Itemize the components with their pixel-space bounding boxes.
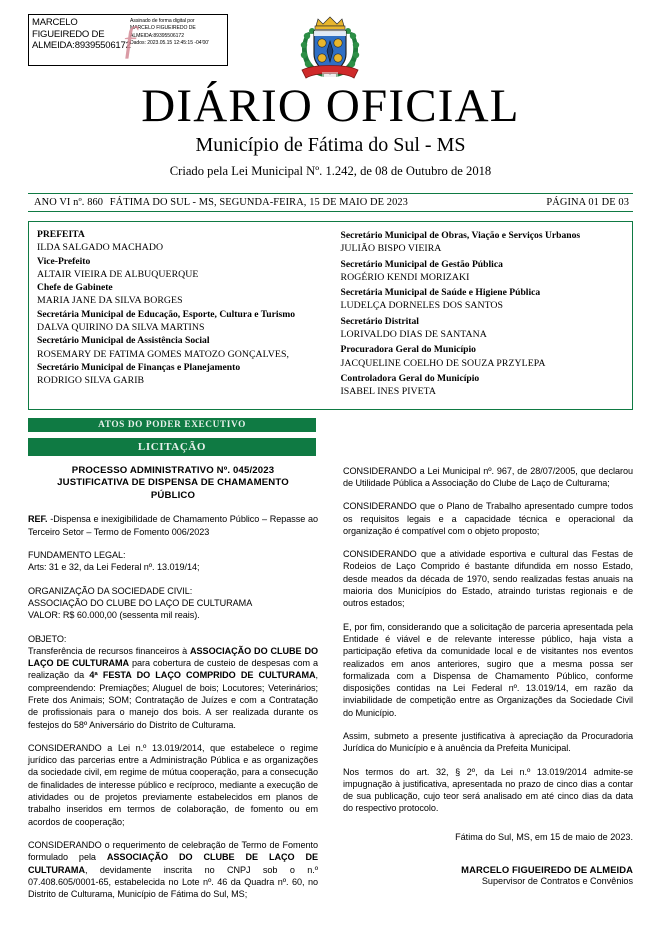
considerando-2-entity-name: ASSOCIAÇÃO DO CLUBE DE LAÇO DE CULTURAMA	[28, 852, 319, 875]
signature-flourish-icon: ƒ	[121, 17, 141, 62]
gazette-municipality: Município de Fátima do Sul - MS	[195, 134, 466, 156]
issue-place-date: FÁTIMA DO SUL - MS, SEGUNDA-FEIRA, 15 DE MAIO DE 2023	[109, 197, 408, 208]
objeto-paragraph	[28, 633, 318, 731]
legal-basis-text: Arts: 31 e 32, da Lei Federal nº. 13.019/14;	[28, 562, 200, 573]
coat-of-arms-icon	[296, 14, 364, 84]
considerando-paragraph-4: CONSIDERANDO que o Plano de Trabalho apresentado cumpre todos os requisitos legais e a capacidade técnica e operacional da organização é compatível com o objeto proposto;	[343, 501, 633, 536]
official-role: Secretária Municipal de Saúde e Higiene Pública	[340, 287, 541, 299]
considerando-2-part-1: CONSIDERANDO o requerimento de celebração de Termo de Fomento formulado pela	[28, 839, 318, 863]
signature-detail-line-3: ALMEIDA:89395506172	[130, 32, 184, 39]
place-and-date: Fátima do Sul, MS, em 15 de maio de 2023.	[455, 831, 633, 842]
official-name: ISABEL INES PIVETA	[340, 386, 437, 398]
official-name: ROSEMARY DE FATIMA GOMES MATOZO GONÇALVES,	[37, 348, 289, 360]
civil-society-organization-paragraph	[28, 585, 318, 622]
issue-page-number: PÁGINA 01 DE 03	[546, 197, 629, 208]
officials-column-right	[331, 228, 625, 401]
banner-licitacao: LICITAÇÃO	[28, 438, 316, 456]
official-name: ILDA SALGADO MACHADO	[37, 242, 164, 254]
document-heading-line-1: PROCESSO ADMINISTRATIVO Nº. 045/2023	[71, 464, 275, 476]
document-heading	[28, 465, 318, 503]
osc-name: ASSOCIAÇÃO DO CLUBE DO LAÇO DE CULTURAMA	[28, 597, 253, 608]
document-heading-line-3: PÚBLICO	[150, 489, 196, 501]
official-name: LORIVALDO DIAS DE SANTANA	[340, 329, 487, 341]
official-role: Secretário Municipal de Obras, Viação e Serviços Urbanos	[340, 230, 581, 241]
body-column-right	[343, 465, 633, 901]
legal-basis-paragraph	[28, 549, 318, 574]
signature-detail-line-2: MARCELO FIGUEIREDO DE	[130, 25, 196, 32]
signature-details	[121, 15, 227, 65]
official-role: Chefe de Gabinete	[37, 282, 113, 294]
reference-text: -Dispensa e inexigibilidade de Chamamento Público – Repasse ao Terceiro Setor – Termo de Fomento 006/2023	[28, 514, 318, 537]
official-name: JULIÃO BISPO VIEIRA	[340, 243, 442, 255]
objeto-text-part-2: para cobertura de custeio de despesas com a realização da	[28, 658, 318, 681]
issue-info-bar	[28, 193, 633, 212]
objeto-text-part-3: , compreendendo: Premiações; Aluguel de bois; Locutores; Veterinários; Frete dos Animais; SOM; Contratação de Juízes e com a Contratação de profissionais para o manejo dos bois. A ser realizada durante os festejos do 58º Aniversário do Distrito de Culturama.	[28, 670, 319, 730]
official-role: Secretário Municipal de Assistência Social	[37, 335, 210, 347]
signer-name: MARCELO FIGUEIREDO DE ALMEIDA	[461, 863, 633, 875]
signature-subject: MARCELO FIGUEIREDO DE ALMEIDA:89395506172	[32, 17, 131, 52]
issue-year-number: ANO VI nº. 860	[34, 197, 104, 208]
body-column-left	[28, 465, 318, 901]
official-role: Secretária Municipal de Educação, Esporte, Cultura e Turismo	[37, 308, 296, 320]
reference-paragraph	[28, 513, 318, 538]
official-name: LUDELÇA DORNELES DOS SANTOS	[340, 300, 504, 312]
objeto-label: OBJETO:	[28, 633, 67, 644]
official-name: JACQUELINE COELHO DE SOUZA PRZYLEPA	[340, 357, 546, 369]
signature-detail-line-4: Dados: 2023.05.15 12:45:15 -04'00'	[130, 40, 209, 47]
body-columns	[28, 465, 633, 901]
osc-label: ORGANIZAÇÃO DA SOCIEDADE CIVIL:	[28, 585, 193, 596]
signer-role: Supervisor de Contratos e Convênios	[481, 875, 633, 886]
official-role: Secretário Municipal de Gestão Pública	[340, 258, 503, 270]
gazette-title: DIÁRIO OFICIAL	[141, 80, 520, 132]
official-role: Controladora Geral do Município	[340, 373, 480, 385]
signature-detail-line-1: Assinado de forma digital por	[130, 18, 195, 24]
impugnation-paragraph: Nos termos do art. 32, § 2º, da Lei n.º 13.019/2014 admite-se impugnação à justificativa, apresentada no prazo de cinco dias a contar de sua publicação, cujo teor será analisado em até cinco dias da data do respectivo protocolo.	[343, 766, 633, 814]
official-name: DALVA QUIRINO DA SILVA MARTINS	[37, 322, 205, 334]
official-role: PREFEITA	[37, 229, 85, 240]
official-name: ROGÉRIO KENDI MORIZAKI	[340, 271, 470, 283]
legal-basis-label: FUNDAMENTO LEGAL:	[28, 550, 126, 561]
final-considerando-paragraph: E, por fim, considerando que a solicitação de parceria apresentada pela Entidade é viável e de relevante interesse público, haja vista a participação efetiva da comunidade local e de visitantes nos eventos realizados em anos anteriores, sugiro que a mesma possa ser formalizada com a Dispensa de Chamamento Público, conforme disposições contidas na Lei Federal nº. 13.019/14, em razão da inviabilidade de competição entre as Organizações da Sociedade Civil do Município.	[343, 621, 633, 718]
issue-left-group	[34, 197, 412, 208]
objeto-event-name: 4ª FESTA DO LAÇO COMPRIDO DE CULTURAMA	[89, 670, 316, 681]
considerando-paragraph-2	[28, 839, 318, 900]
considerando-2-part-2: , devidamente inscrita no CNPJ sob o n.º 07.408.605/0001-65, estabelecida no Lote nº. 46 da Quadra nº. 60, no Distrito de Culturama, Município de Fátima do Sul, MS;	[28, 864, 318, 900]
officials-box	[28, 221, 633, 410]
objeto-text-part-1: Transferência de recursos financeiros à	[28, 645, 191, 656]
official-role: Vice-Prefeito	[37, 255, 91, 267]
official-role: Procuradora Geral do Município	[340, 344, 476, 356]
official-name: RODRIGO SILVA GARIB	[37, 375, 145, 387]
reference-label: REF.	[28, 514, 48, 525]
official-name: ALTAIR VIEIRA DE ALBUQUERQUE	[37, 268, 199, 280]
official-name: MARIA JANE DA SILVA BORGES	[37, 295, 183, 307]
document-heading-line-2: JUSTIFICATIVA DE DISPENSA DE CHAMAMENTO	[57, 477, 289, 489]
considerando-paragraph-1: CONSIDERANDO a Lei n.º 13.019/2014, que estabelece o regime jurídico das parcerias entre a Administração Pública e as organizações da sociedade civil, em regime de mútua cooperação, para a consecução de finalidades de interesse público e recíproco, mediante a execução de atividades ou de projetos previamente estabelecidos em planos de trabalho inseridos em termos de colaboração, de fomento ou em acordos de cooperação;	[28, 742, 318, 827]
gazette-law-reference: Criado pela Lei Municipal Nº. 1.242, de 08 de Outubro de 2018	[169, 164, 492, 178]
submission-paragraph: Assim, submeto a presente justificativa à apreciação da Procuradoria Jurídica do Município e à anuência da Prefeita Municipal.	[343, 731, 633, 754]
official-role: Secretário Distrital	[340, 315, 419, 327]
official-role: Secretário Municipal de Finanças e Planejamento	[37, 362, 241, 374]
considerando-paragraph-5: CONSIDERANDO que a atividade esportiva e cultural das Festas de Rodeios de Laço Comprido é bastante difundida em nosso Estado, desde meados da década de 1970, sendo realizadas festas anuais na maioria dos Municípios do Estado, atraindo turistas regionais e de outros estados;	[343, 549, 633, 609]
officials-column-left	[37, 228, 331, 401]
objeto-entity-name: ASSOCIAÇÃO DO CLUBE DO LAÇO DE CULTURAMA	[28, 645, 318, 669]
considerando-paragraph-3: CONSIDERANDO a Lei Municipal nº. 967, de 28/07/2005, que declarou de Utilidade Pública a Associação do Clube de Laço de Culturama;	[343, 465, 633, 488]
banner-atos-poder-executivo: ATOS DO PODER EXECUTIVO	[28, 418, 316, 433]
osc-value: VALOR: R$ 60.000,00 (sessenta mil reais).	[28, 610, 200, 621]
digital-signature-stamp	[28, 14, 228, 66]
